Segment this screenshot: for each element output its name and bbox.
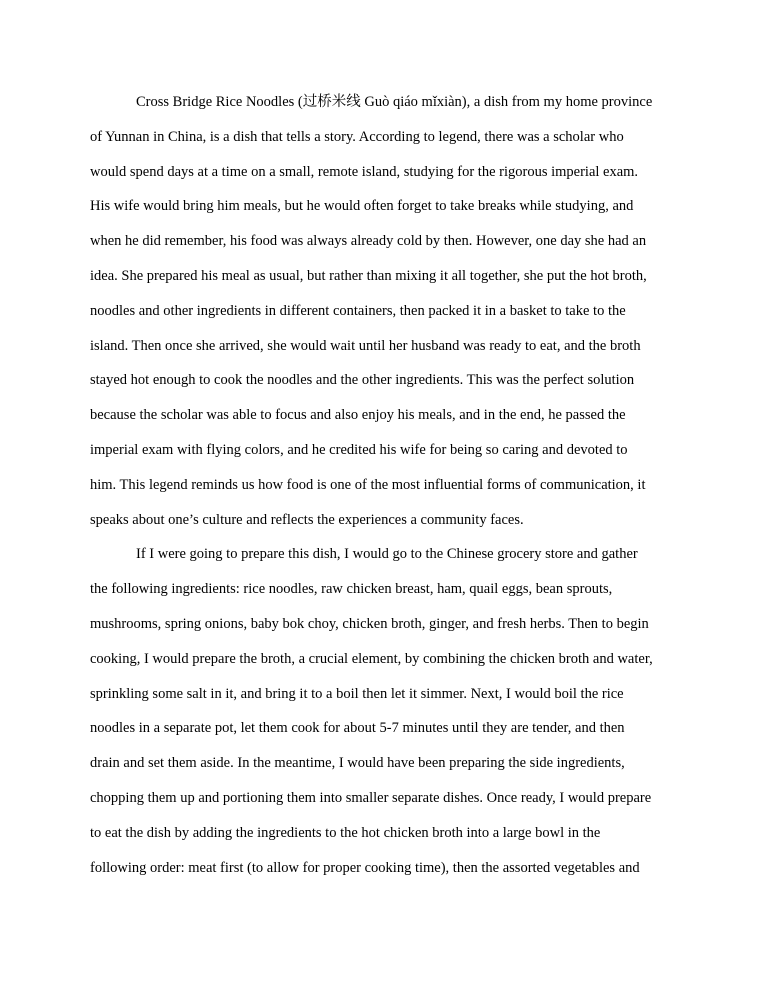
text-line: cooking, I would prepare the broth, a crucial element, by combining the chicken broth and water, bbox=[90, 650, 653, 667]
text-line: would spend days at a time on a small, remote island, studying for the rigorous imperial exam. bbox=[90, 163, 639, 180]
document-body bbox=[90, 85, 680, 885]
text-line: island. Then once she arrived, she would wait until her husband was ready to eat, and the broth bbox=[90, 337, 641, 354]
text-line: imperial exam with flying colors, and he credited his wife for being so caring and devoted to bbox=[90, 441, 628, 458]
text-line: chopping them up and portioning them into smaller separate dishes. Once ready, I would prepare bbox=[90, 789, 652, 806]
text-line: noodles and other ingredients in different containers, then packed it in a basket to take to the bbox=[90, 302, 626, 319]
text-line: because the scholar was able to focus and also enjoy his meals, and in the end, he passed the bbox=[90, 407, 626, 424]
text-line: following order: meat first (to allow for proper cooking time), then the assorted vegetables and bbox=[90, 859, 640, 876]
text-line: speaks about one’s culture and reflects the experiences a community faces. bbox=[90, 511, 524, 528]
text-line: sprinkling some salt in it, and bring it to a boil then let it simmer. Next, I would boil the rice bbox=[90, 685, 624, 702]
text-line: mushrooms, spring onions, baby bok choy, chicken broth, ginger, and fresh herbs. Then to begin bbox=[90, 615, 649, 632]
text-line: drain and set them aside. In the meantime, I would have been preparing the side ingredients, bbox=[90, 755, 625, 772]
text-line: Cross Bridge Rice Noodles (过桥米线 Guò qiáo mǐxiàn), a dish from my home province bbox=[136, 94, 653, 110]
text-line: His wife would bring him meals, but he would often forget to take breaks while studying, and bbox=[90, 198, 634, 215]
text-line: idea. She prepared his meal as usual, but rather than mixing it all together, she put the hot broth, bbox=[90, 267, 647, 284]
text-line: him. This legend reminds us how food is one of the most influential forms of communication, it bbox=[90, 476, 646, 493]
text-line: when he did remember, his food was always already cold by then. However, one day she had an bbox=[90, 233, 647, 250]
text-line: If I were going to prepare this dish, I would go to the Chinese grocery store and gather bbox=[136, 546, 638, 563]
text-line: stayed hot enough to cook the noodles and the other ingredients. This was the perfect solution bbox=[90, 372, 635, 389]
paragraph-2 bbox=[90, 537, 680, 885]
text-line: to eat the dish by adding the ingredients to the hot chicken broth into a large bowl in the bbox=[90, 824, 601, 841]
text-line: noodles in a separate pot, let them cook for about 5-7 minutes until they are tender, and then bbox=[90, 720, 625, 737]
text-line: of Yunnan in China, is a dish that tells a story. According to legend, there was a scholar who bbox=[90, 128, 624, 145]
paragraph-1 bbox=[90, 85, 680, 537]
text-line: the following ingredients: rice noodles, raw chicken breast, ham, quail eggs, bean sprouts, bbox=[90, 581, 613, 598]
